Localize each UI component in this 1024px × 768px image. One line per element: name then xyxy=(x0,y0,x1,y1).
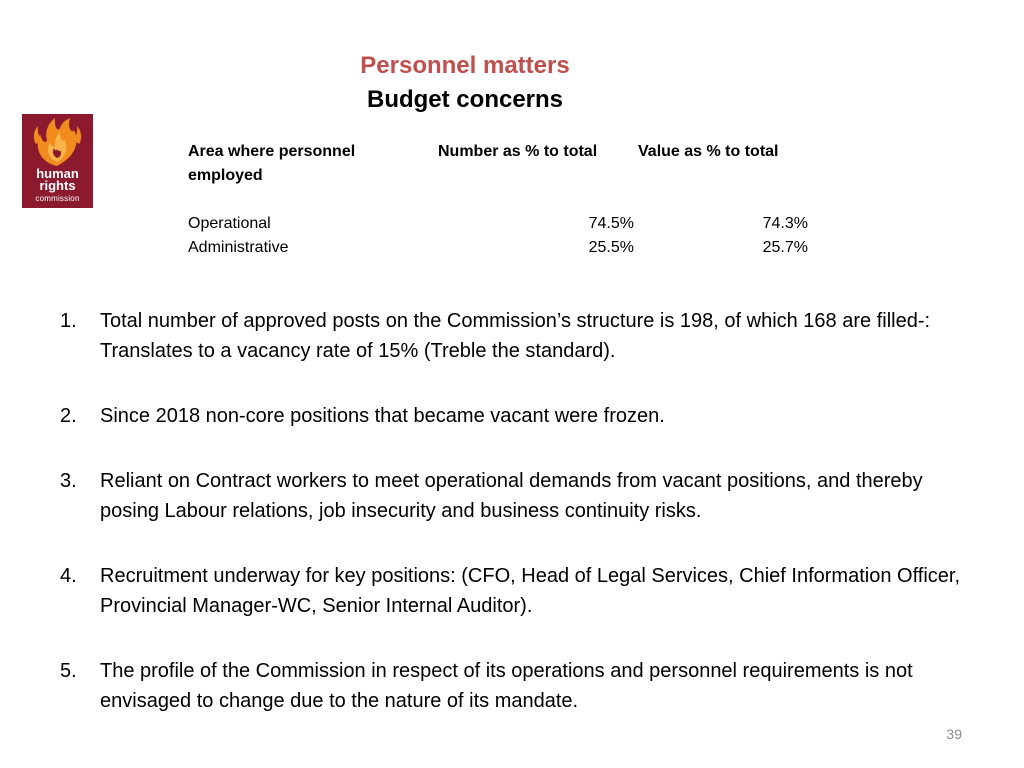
table-cell-area: Administrative xyxy=(188,239,289,256)
list-item-number: 3. xyxy=(60,470,77,492)
list-item-number: 2. xyxy=(60,405,77,427)
table-cell-number: 74.5% xyxy=(588,215,634,232)
logo-word-commission: commission xyxy=(35,194,80,203)
table-cell-value: 25.7% xyxy=(762,239,808,256)
list-item xyxy=(60,466,960,526)
human-rights-commission-logo xyxy=(22,114,93,208)
list-item xyxy=(60,561,960,621)
list-item xyxy=(60,306,960,366)
list-item-text: Since 2018 non-core positions that became vacant were frozen. xyxy=(100,405,665,427)
list-item-number: 4. xyxy=(60,565,77,587)
list-item-text: Recruitment underway for key positions: (CFO, Head of Legal Services, Chief Information Officer, Provincial Manager-WC, Senior Internal Auditor). xyxy=(100,565,960,617)
table-row xyxy=(184,236,828,260)
list-item-text: Total number of approved posts on the Commission’s structure is 198, of which 168 are filled-: Translates to a vacancy rate of 15% (Treble the standard). xyxy=(100,310,931,362)
list-item-text: Reliant on Contract workers to meet operational demands from vacant positions, and thereby posing Labour relations, job insecurity and business continuity risks. xyxy=(100,470,923,522)
list-item-number: 1. xyxy=(60,310,77,332)
slide-title: Personnel matters xyxy=(360,52,570,79)
personnel-table xyxy=(184,140,828,260)
page-number: 39 xyxy=(946,726,962,742)
table-cell-area: Operational xyxy=(188,215,271,232)
table-header-row xyxy=(184,140,828,188)
table-cell-value: 74.3% xyxy=(762,215,808,232)
slide-subtitle: Budget concerns xyxy=(366,86,564,113)
logo-word-rights: rights xyxy=(39,178,76,193)
flame-icon xyxy=(22,114,93,170)
list-item xyxy=(60,656,960,716)
table-header-number: Number as % to total xyxy=(438,143,598,160)
table-header-value: Value as % to total xyxy=(638,143,779,160)
list-item-text: The profile of the Commission in respect of its operations and personnel requirements is not envisaged to change due to the nature of its mandate. xyxy=(100,660,913,712)
points-list xyxy=(60,306,960,751)
table-header-area: Area where personnel employed xyxy=(188,143,356,184)
table-row xyxy=(184,212,828,236)
list-item xyxy=(60,401,960,431)
logo-word-human: human xyxy=(36,166,79,181)
table-cell-number: 25.5% xyxy=(588,239,634,256)
list-item-number: 5. xyxy=(60,660,77,682)
